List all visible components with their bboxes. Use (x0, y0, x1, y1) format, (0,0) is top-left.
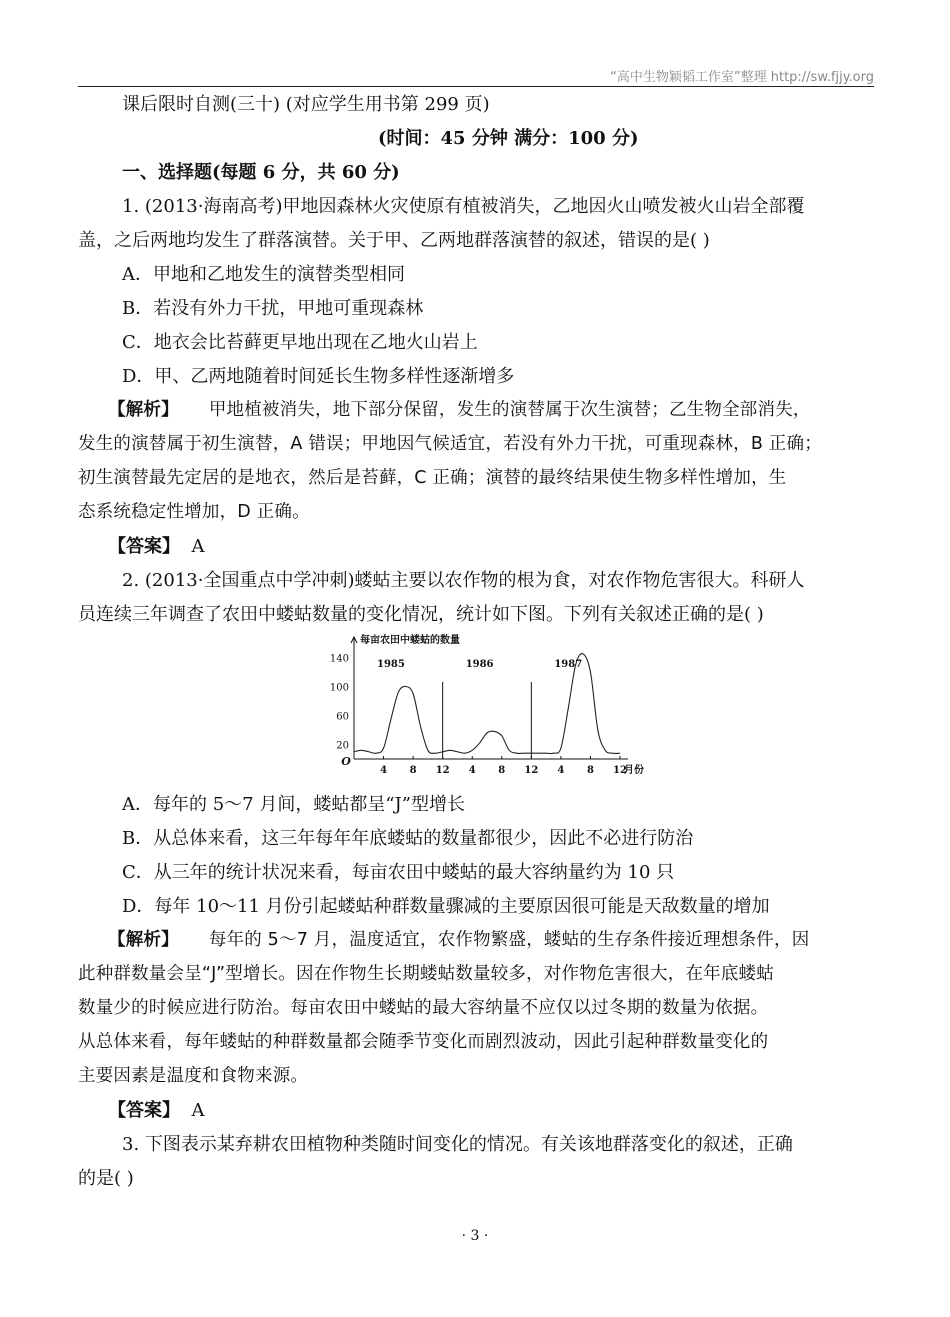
y-tick-label: 60 (336, 711, 349, 723)
q2-answer (108, 1096, 204, 1122)
x-tick-label: 8 (409, 765, 417, 776)
q2-analysis-line1: 【解析】 每年的 5～7 月，温度适宜，农作物繁盛，蝼蛄的生存条件接近理想条件，因 (108, 930, 810, 950)
year-label: 1987 (554, 659, 583, 670)
page-header (78, 66, 874, 87)
origin-label: O (341, 755, 351, 768)
q2-option-c: C．从三年的统计状况来看，每亩农田中蝼蛄的最大容纳量约为 10 只 (122, 862, 675, 883)
x-tick-label: 12 (613, 765, 627, 776)
x-tick-label: 12 (524, 765, 539, 776)
q2-stem-line1 (122, 566, 804, 592)
year-label: 1985 (377, 659, 405, 670)
q1-answer-label: 【答案】 (108, 536, 180, 557)
q3-stem-line1: 3. 下图表示某弃耕农田植物种类随时间变化的情况。有关该地群落变化的叙述，正确 (122, 1134, 793, 1155)
y-tick-label: 100 (329, 682, 349, 694)
q2-option-a: A．每年的 5～7 月间，蝼蛄都呈“J”型增长 (122, 794, 465, 815)
q2-answer-label: 【答案】 (108, 1100, 180, 1121)
x-tick-label: 8 (586, 765, 594, 776)
x-tick-label: 4 (380, 765, 388, 776)
q2-analysis-label: 【解析】 (108, 930, 179, 950)
mole-cricket-chart (322, 627, 662, 782)
y-tick-label: 140 (329, 653, 349, 665)
q2-stem-line2: 员连续三年调查了农田中蝼蛄数量的变化情况，统计如下图。下列有关叙述正确的是( ) (78, 604, 764, 625)
q2-source: 2. (2013·全国重点中学冲刺) (122, 570, 355, 591)
q1-analysis-line2: 发生的演替属于初生演替，A 错误；甲地因气候适宜，若没有外力干扰，可重现森林，B 正确； (78, 434, 822, 454)
q1-analysis-label: 【解析】 (108, 400, 179, 420)
q1-option-d: D．甲、乙两地随着时间延长生物多样性逐渐增多 (122, 366, 515, 387)
q1-analysis-line3: 初生演替最先定居的是地衣，然后是苔藓，C 正确；演替的最终结果使生物多样性增加，生 (78, 468, 787, 488)
y-tick-label: 20 (336, 740, 349, 752)
x-tick-label: 4 (557, 765, 565, 776)
q1-stem-a: 甲地因森林火灾使原有植被消失，乙地因火山喷发被火山岩全部覆 (282, 196, 805, 217)
section-heading: 一、选择题(每题 6 分，共 60 分) (122, 162, 400, 183)
q2-option-d: D．每年 10～11 月份引起蝼蛄种群数量骤减的主要原因很可能是天敌数量的增加 (122, 896, 770, 917)
time-info: (时间：45 分钟 满分：100 分) (378, 128, 639, 149)
q2-analysis-line4: 从总体来看，每年蝼蛄的种群数量都会随季节变化而剧烈波动，因此引起种群数量变化的 (78, 1032, 769, 1052)
q1-answer (108, 532, 204, 558)
q1-stem-line1 (122, 192, 804, 218)
q1-source: 1. (2013·海南高考) (122, 196, 283, 217)
q2-analysis-line5: 主要因素是温度和食物来源。 (78, 1066, 309, 1086)
page-title: 课后限时自测(三十) (对应学生用书第 299 页) (122, 94, 490, 115)
header-source: “高中生物颖韬工作室”整理 http://sw.fjjy.org (610, 70, 874, 85)
q2-option-b: B．从总体来看，这三年每年年底蝼蛄的数量都很少，因此不必进行防治 (122, 828, 694, 849)
q2-analysis-line3: 数量少的时候应进行防治。每亩农田中蝼蛄的最大容纳量不应仅以过冬期的数量为依据。 (78, 998, 769, 1018)
y-axis-label: 每亩农田中蝼蛄的数量 (360, 635, 460, 646)
q3-stem-line2: 的是( ) (78, 1168, 134, 1189)
x-axis-unit: 月份 (624, 765, 644, 776)
q1-option-c: C．地衣会比苔藓更早地出现在乙地火山岩上 (122, 332, 478, 353)
q1-option-b: B．若没有外力干扰，甲地可重现森林 (122, 298, 424, 319)
q1-analysis-line1: 【解析】 甲地植被消失，地下部分保留，发生的演替属于次生演替；乙生物全部消失， (108, 400, 811, 420)
q2-analysis-line2: 此种群数量会呈“J”型增长。因在作物生长期蝼蛄数量较多，对作物危害很大，在年底蝼蛄 (78, 964, 774, 984)
q1-option-a: A．甲地和乙地发生的演替类型相同 (122, 264, 405, 285)
q1-answer-value: A (191, 536, 205, 557)
q1-stem-line2: 盖，之后两地均发生了群落演替。关于甲、乙两地群落演替的叙述，错误的是( ) (78, 230, 710, 251)
page-number: · 3 · (461, 1228, 489, 1244)
year-label: 1986 (465, 659, 494, 670)
x-tick-label: 8 (498, 765, 506, 776)
x-tick-label: 12 (435, 765, 450, 776)
q2-answer-value: A (191, 1100, 205, 1121)
q1-analysis-line4: 态系统稳定性增加，D 正确。 (78, 502, 310, 522)
q2-stem-a: 蝼蛄主要以农作物的根为食，对农作物危害很大。科研人 (354, 570, 805, 591)
x-tick-label: 4 (468, 765, 476, 776)
